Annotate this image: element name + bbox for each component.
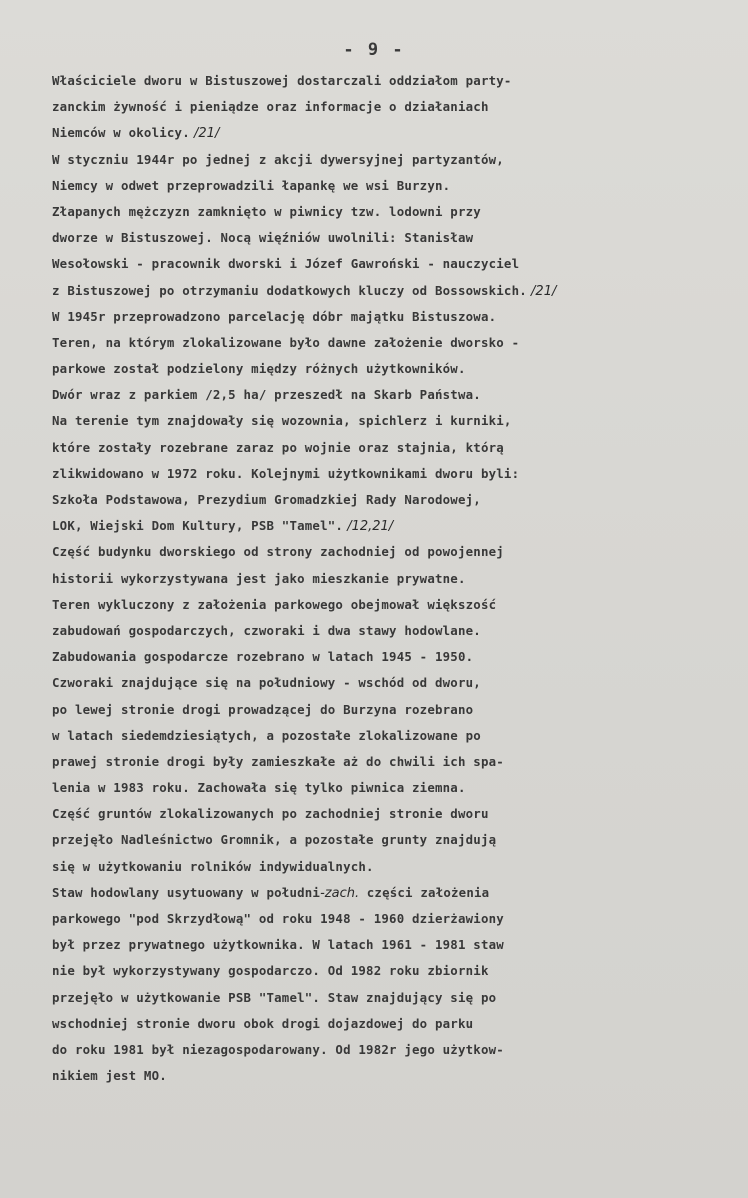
text-line (52, 958, 702, 984)
line-text: parkowe został podzielony między różnych użytkowników. (52, 361, 466, 377)
page-number: - 9 - (343, 40, 405, 60)
line-text: nikiem jest MO. (52, 1068, 167, 1084)
text-line (52, 592, 702, 618)
text-line (52, 906, 702, 932)
line-text: zlikwidowano w 1972 roku. Kolejnymi użytkownikami dworu byli: (52, 465, 520, 481)
line-text: prawej stronie drogi były zamieszkałe aż do chwili ich spa- (52, 753, 504, 769)
line-text: z Bistuszowej po otrzymaniu dodatkowych kluczy od Bossowskich. (52, 282, 527, 298)
line-text: Część gruntów zlokalizowanych po zachodniej stronie dworu (52, 806, 489, 822)
text-line (52, 356, 702, 382)
text-line (52, 251, 702, 277)
line-text: po lewej stronie drogi prowadzącej do Burzyna rozebrano (52, 701, 474, 717)
text-line (52, 697, 702, 723)
line-text: był przez prywatnego użytkownika. W latach 1961 - 1981 staw (52, 937, 504, 953)
line-text: dworze w Bistuszowej. Nocą więźniów uwolnili: Stanisław (52, 230, 474, 246)
text-line (52, 566, 702, 592)
line-text: przejęło Nadleśnictwo Gromnik, a pozostałe grunty znajdują (52, 832, 497, 848)
text-line (52, 435, 702, 461)
handwritten-annotation: -zach. (320, 885, 360, 901)
text-line (52, 618, 702, 644)
line-text: Dwór wraz z parkiem /2,5 ha/ przeszedł na Skarb Państwa. (52, 387, 481, 403)
text-line (52, 854, 702, 880)
text-line (52, 487, 702, 513)
text-line (52, 775, 702, 801)
line-text: Szkoła Podstawowa, Prezydium Gromadzkiej Rady Narodowej, (52, 492, 481, 507)
line-text: historii wykorzystywana jest jako mieszkanie prywatne. (52, 570, 466, 586)
line-text: Część budynku dworskiego od strony zachodniej od powojennej (52, 544, 504, 560)
text-line (52, 173, 702, 199)
text-line (52, 278, 702, 304)
text-line (52, 539, 702, 565)
line-text: Niemców w okolicy. (52, 125, 190, 141)
text-line (52, 225, 702, 251)
text-line (52, 120, 702, 146)
line-text: Zabudowania gospodarcze rozebrano w latach 1945 - 1950. (52, 649, 474, 665)
text-line (52, 68, 702, 94)
text-line (52, 1037, 702, 1063)
line-text: się w użytkowaniu rolników indywidualnych. (52, 858, 374, 874)
line-text: W 1945r przeprowadzono parcelację dóbr majątku Bistuszowa. (52, 308, 497, 324)
text-line (52, 644, 702, 670)
line-text: Złapanych mężczyzn zamknięto w piwnicy tzw. lodowni przy (52, 203, 481, 219)
handwritten-annotation: /21/ (526, 283, 557, 299)
text-line (52, 932, 702, 958)
text-line (52, 801, 702, 827)
line-text: przejęło w użytkowanie PSB "Tamel". Staw znajdujący się po (52, 989, 497, 1005)
line-text: parkowego "pod Skrzydłową" od roku 1948 - 1960 dzierżawiony (52, 911, 504, 926)
line-text: LOK, Wiejski Dom Kultury, PSB "Tamel". (52, 518, 344, 534)
text-line (52, 513, 702, 539)
line-text-after: części założenia (359, 884, 490, 900)
line-text: Teren, na którym zlokalizowane było dawne założenie dworsko - (52, 334, 520, 350)
line-text: nie był wykorzystywany gospodarczo. Od 1982 roku zbiornik (52, 963, 489, 979)
text-line (52, 723, 702, 749)
text-line (52, 199, 702, 225)
line-text: Teren wykluczony z założenia parkowego obejmował większość (52, 596, 497, 612)
text-line (52, 827, 702, 853)
line-text: w latach siedemdziesiątych, a pozostałe zlokalizowane po (52, 727, 481, 743)
line-text: do roku 1981 był niezagospodarowany. Od 1982r jego użytkow- (52, 1041, 504, 1057)
document-body (52, 68, 702, 1089)
text-line (52, 304, 702, 330)
text-line (52, 94, 702, 120)
line-text: Niemcy w odwet przeprowadzili łapankę we wsi Burzyn. (52, 177, 451, 193)
text-line (52, 461, 702, 487)
text-line (52, 382, 702, 408)
handwritten-annotation: /21/ (189, 126, 220, 142)
text-line (52, 330, 702, 356)
text-line (52, 408, 702, 434)
text-line (52, 147, 702, 173)
line-text: zabudowań gospodarczych, czworaki i dwa stawy hodowlane. (52, 622, 481, 638)
text-line (52, 985, 702, 1011)
line-text: Właściciele dworu w Bistuszowej dostarczali oddziałom party- (52, 73, 512, 88)
line-text: Staw hodowlany usytuowany w południ (52, 884, 321, 900)
text-line (52, 749, 702, 775)
text-line (52, 880, 702, 906)
line-text: Na terenie tym znajdowały się wozownia, spichlerz i kurniki, (52, 413, 512, 429)
line-text: wschodniej stronie dworu obok drogi dojazdowej do parku (52, 1015, 474, 1031)
text-line (52, 670, 702, 696)
line-text: Czworaki znajdujące się na południowy - wschód od dworu, (52, 675, 481, 691)
line-text: W styczniu 1944r po jednej z akcji dywersyjnej partyzantów, (52, 151, 504, 167)
line-text: Wesołowski - pracownik dworski i Józef Gawroński - nauczyciel (52, 256, 520, 272)
text-line (52, 1011, 702, 1037)
line-text: które zostały rozebrane zaraz po wojnie oraz stajnia, którą (52, 439, 504, 455)
line-text: lenia w 1983 roku. Zachowała się tylko piwnica ziemna. (52, 780, 466, 796)
text-line (52, 1063, 702, 1089)
line-text: zanckim żywność i pieniądze oraz informacje o działaniach (52, 99, 489, 115)
handwritten-annotation: /12,21/ (343, 519, 394, 535)
